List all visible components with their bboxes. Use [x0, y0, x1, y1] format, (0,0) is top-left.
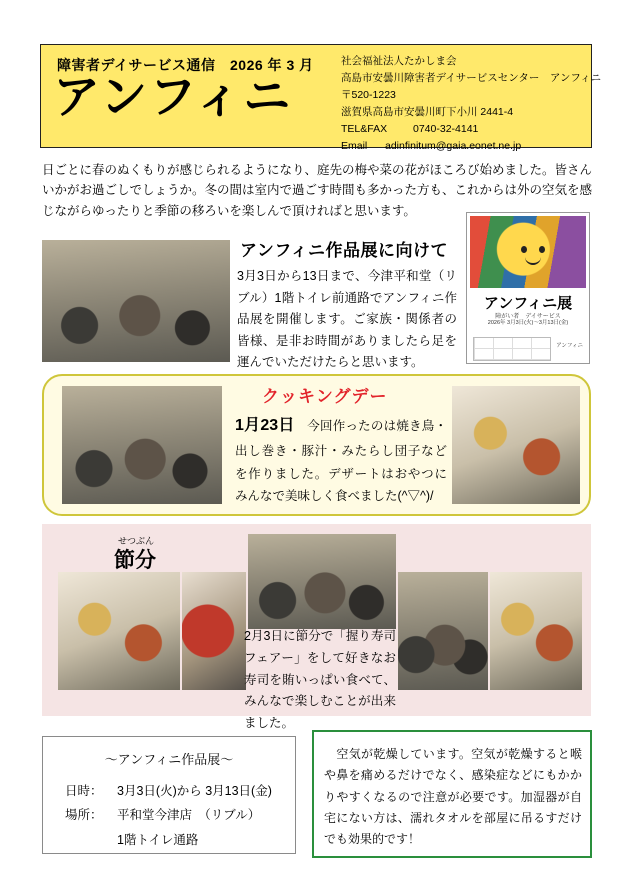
tel-value: 0740-32-4141: [413, 123, 479, 135]
health-tip-body: 空気が乾燥しています。空気が乾燥すると喉や鼻を痛めるだけでなく、感染症などにもかかりやすくなるので注意が必要です。加湿器が自宅にない方は、濡れタオルを部屋に吊るすだけでも効果的です！: [324, 747, 582, 847]
org-name: 社会福祉法人たかしま会: [341, 55, 457, 67]
setsubun-photo-5: [490, 572, 582, 690]
email-label: Email: [341, 140, 368, 152]
info-place-extra: 1階トイレ通路: [117, 832, 199, 847]
info-row-date: [65, 779, 285, 803]
center-name: 高島市安曇川障害者デイサービスセンター アンフィニ: [341, 72, 602, 84]
poster-footer: アンフィニ: [556, 343, 583, 349]
cooking-photo-right: [452, 386, 580, 504]
poster-title: アンフィニ展: [483, 296, 573, 312]
header-kicker: 障害者デイサービス通信 2026 年 3 月: [57, 57, 314, 73]
cooking-photo-left: [62, 386, 222, 504]
cooking-body: [235, 412, 447, 507]
info-place-value: 平和堂今津店 （リブル）: [117, 808, 261, 823]
setsubun-photo-2: [182, 572, 246, 690]
poster-subtitle: 障がい者 デイサービス: [495, 314, 561, 320]
info-row-place: [65, 803, 285, 827]
setsubun-photo-4: [398, 572, 488, 690]
setsubun-body: 2月3日に節分で「握り寿司フェアー」をして好きなお寿司を賄いっぱい食べて、みんなで楽しむことが出来ました。: [244, 629, 396, 730]
page-title: アンフィニ: [53, 72, 293, 124]
setsubun-heading: 節分: [114, 548, 156, 572]
exhibition-info-rows: [65, 779, 285, 852]
info-place-label: 場所：: [65, 808, 103, 823]
cooking-date: 1月23日: [235, 417, 295, 434]
exhibition-poster: [466, 212, 590, 364]
email-value: adinfinitum@gaia.eonet.ne.jp: [385, 140, 522, 152]
intro-paragraph: 日ごとに春のぬくもりが感じられるようになり、庭先の梅や菜の花がほころび始めました。皆さんいかがお過ごしでしょうか。冬の間は室内で過ごす時間も多かった方も、これからは外の空気を感じながらゆったりと季節の移ろいを楽しんで頂ければと思います。: [42, 163, 593, 218]
exhibition-body: 3月3日から13日まで、今津平和堂（リブル）1階トイレ前通路でアンフィニ作品展を開催します。ご家族・関係者の皆様、是非お時間がありましたら足を運んでいただけたらと思います。: [237, 269, 457, 369]
header-contact-block: [341, 53, 602, 155]
address: 滋賀県高島市安曇川町下小川 2441-4: [341, 106, 514, 118]
cooking-heading: クッキングデー: [262, 387, 388, 406]
info-date-value: 3月3日(火)から 3月13日(金): [117, 784, 272, 798]
exhibition-photo: [42, 240, 230, 362]
setsubun-heading-ruby: せつぶん: [118, 536, 155, 546]
poster-dates: 2026年 3月3日(火)～3月13日(金): [487, 320, 569, 326]
telephone-row: [341, 121, 587, 138]
smiley-face-icon: [518, 242, 548, 268]
poster-photo-grid: [473, 337, 551, 361]
header-banner: [40, 44, 602, 152]
exhibition-info-title: ～アンフィニ作品展～: [104, 752, 234, 767]
setsubun-photo-3: [248, 534, 396, 629]
cooking-body-text: 今回作ったのは焼き鳥・出し巻き・豚汁・みたらし団子などを作りました。デザートはおやつにみんなで美味しく食べました(^▽^)/: [235, 419, 447, 503]
email-row: [341, 138, 587, 155]
info-date-label: 日時：: [65, 784, 103, 798]
setsubun-photo-1: [58, 572, 180, 690]
exhibition-info-box: [42, 736, 296, 854]
health-tip-box: [312, 730, 592, 858]
tel-label: TEL&FAX: [341, 123, 388, 135]
poster-artwork: [470, 216, 586, 288]
postal-code: 〒520-1223: [341, 89, 396, 101]
exhibition-heading: アンフィニ作品展に向けて: [240, 241, 448, 260]
